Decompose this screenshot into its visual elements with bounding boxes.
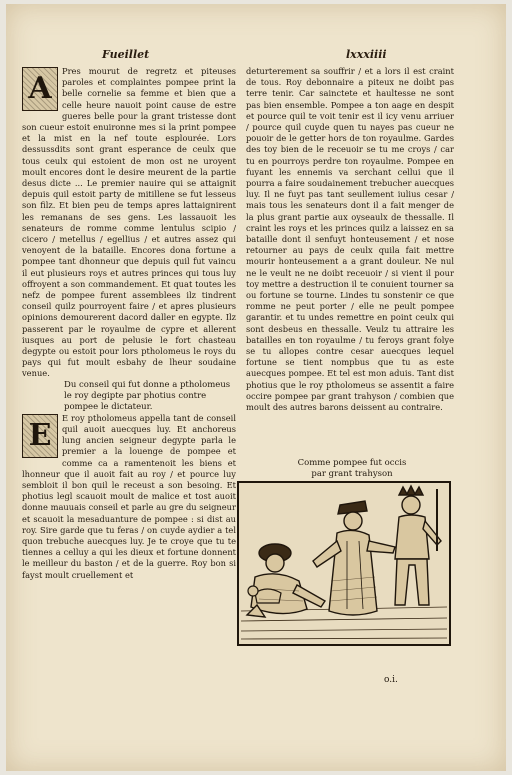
left-text-column [22,66,236,581]
right-paragraph-1: deturterement sa souffrir / et a lors il est craint de tous. Roy debonnaire a piteux ne doibt pas terre tenir. Car sainctete et haultesse ne sont pas bien ensemble. Pompee a ton aage en despit et pource quil te voit tenir est il icy venu arriuer / pource quil cuyde quen tu nayes pas cueur ne pouoir de le getter hors de ton royaulme. Gardes des toy bien de le receuoir se tu me croys / car tu en pourroys perdre ton royaulme. Pompee en fuyant les ennemis va serchant cellui que il pourra a faire soudainement trebucher auecques luy. Il ne fuyt pas tant seullement iulius cesar / mais tous les senateurs dont il a fait menger de la plus grant partie aux oyseaulx de thessalle. Il craint les roys et les princes quilz a laissez en sa bataille dont il senfuyt honteusement / et nose retourner au pays de ceulx quila fait mettre mourir honteusement a a grant douleur. Ne nul ne le veult ne ne doibt receuoir / si vient il pour toy mettre a destruction il te conuient tourner sa ou fortune se tourne. Lindes tu sonstenir ce que romme ne peut porter / elle ne peult pompee garantir. et tu undes remettre en point ceulx qui sont desbeus en thessalle. Veulz tu attraire les batailles en ton royaulme / tu feroys grant folye se tu allopes contre cesar auecques lequel fortune se tient nompbus que tu as este auecques pompee. Et tel est mon aduis. Tant dist photius que le roy ptholomeus se assentit a faire occire pompee par grant trahyson / combien que moult des autres barons deissent au contraire. [246,66,454,413]
left-folio-heading: Fueillet [102,48,150,61]
book-page [6,4,506,771]
caption-line-2: par grant trahyson [311,469,393,479]
signature-mark: o.i. [384,675,398,685]
decorated-initial-a: A [22,67,58,111]
chapter-subheading: Du conseil qui fut donne a ptholomeus le roy degipte par photius contre pompee le dictateur. [64,379,231,412]
left-paragraph-1: Pres mourut de regretz et piteuses paroles et complaintes pompee print la belle cornelie sa femme et bien que a celle heure nauoit point cause de estre gueres belle pour la grant tristesse dont son cueur estoit enuironne mes si la print pompee et la mist en la nef toute esplourée. Lors dessussdits sont grant esperance de ceulx que tous ceulx qui estoient de mon ost ne uroyent moult encores dont le desire meurent de la partie desus dicte ... Le premier nauire qui se attaignit depuis quil estoit party de mitillene se fut lesseus son filz. Et bien peu de temps apres lattaignirent les remanans de ses gens. Les lassauoit les senateurs de romme comme lentulus scipio / cicero / metellus / egellius / et autres assez qui venoyent de la bataille. Encores dona fortune a pompee tant dhonneur que depuis quil fut vaincu il eut plusieurs roys et autres princes qui tous luy offroyent a son commandement. Et quat toutes les nefz de pompee furent assemblees ilz tindrent conseil quilz pourroyent faire / et apres plusieurs opinions demourerent dacord daller en egypte. Ilz passerent par le royaulme de cypre et allerent iusques au port de pelusie le fort chasteau degypte ou estoit pour lors ptholomeus le roys du pays qui fut moult esbahy de lheur soudaine venue. [22,66,236,379]
right-text-column [246,66,454,413]
caption-line-1: Comme pompee fut occis [297,458,407,468]
left-paragraph-2: E roy ptholomeus appella tant de conseil quil auoit auecques luy. Et anchoreus lung ancien seigneur degypte parla le premier a la louenge de pompee et comme ca a ramentenoit les biens et lhonneur que il auoit fait au roy / et pource luy sembloit il bon quil le receust a son besoing. Et photius legl scauoit moult de malice et tost auoit donne mauuais conseil et parle au gre du seigneur et scauoit la mesaduanture de pompee : si dist au roy. Sire garde que tu feras / on cuyde aydier a tel quon trebuche auecques luy. Je te croye que tu te tiennes a celluy a qui les dieux et fortune donnent le meilleur du baston / et de la guerre. Roy bon si fayst moult cruellement et [22,412,236,580]
right-folio-heading: lxxxiiii [346,48,387,61]
woodcut-illustration [237,481,451,646]
woodcut-caption [242,458,462,480]
decorated-initial-e: E [22,414,58,458]
